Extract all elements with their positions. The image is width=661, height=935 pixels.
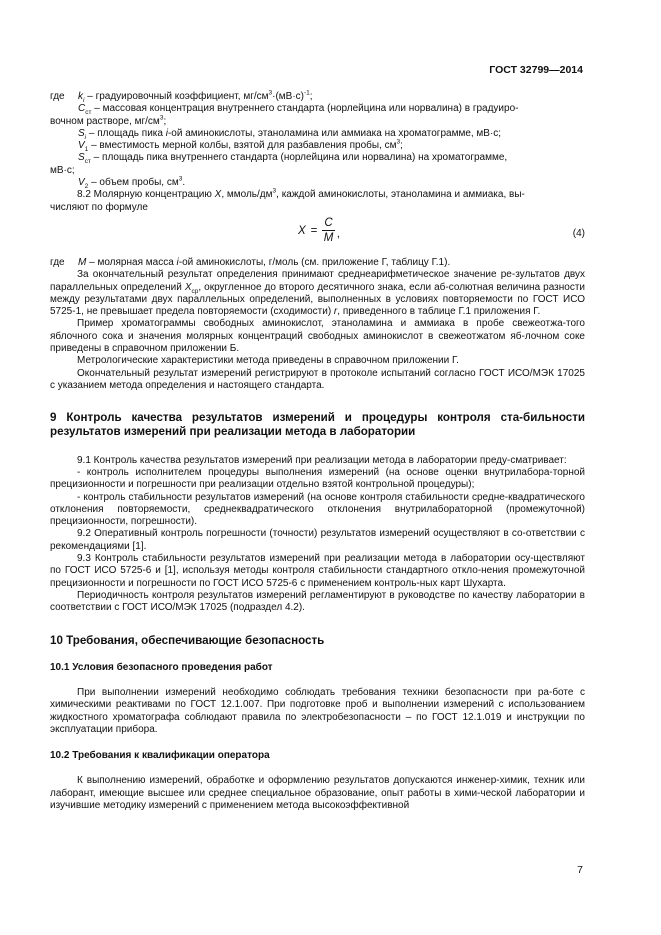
where-label: где — [50, 256, 65, 268]
formula-equals: = — [310, 224, 318, 237]
definition-v1: $V_1$ – вместимость мерной колбы, взятой для разбавления пробы, $см^3$; — [78, 138, 403, 154]
definition-m-text: M – молярная масса i-ой аминокислоты, г/моль (см. приложение Г, таблицу Г.1). — [78, 256, 451, 268]
formula-fraction — [322, 217, 334, 245]
formula-denominator: M — [323, 232, 334, 245]
formula-comma: , — [336, 227, 340, 240]
paragraph-9-3: 9.3 Контроль стабильности результатов измерений при реализации метода в лаборатории осу-ществляют по ГОСТ ИСО 5725-6 и [1], используя методы контроля стабильности стандартного откло-нения промежуточной прецизионности и погрешности по ГОСТ ИСО 5725-6 с применением контроль-ных карт Шухарта. — [50, 553, 585, 589]
definition-cst: $C_{ст}$ – массовая концентрация внутреннего стандарта (норлейцина или норвалина) в градуиро- — [78, 103, 519, 117]
formula-number: (4) — [572, 227, 585, 239]
definition-m — [50, 257, 585, 269]
page-content — [50, 91, 585, 812]
paragraph-metrology: Метрологические характеристики метода приведены в справочном приложении Г. — [77, 355, 459, 367]
paragraph-10-2: К выполнению измерений, обработке и оформлению результатов допускаются инженер-химик, техник или лаборант, имеющие высшее или среднее специальное образование, опыт работы в хими-ческой лаборатории и изучившие методику измерений с применением метода высокоэффективной — [50, 775, 585, 812]
paragraph-final-record: Окончательный результат измерений регистрируют в протоколе испытаний согласно ГОСТ ИСО/МЭК 17025 с указанием метода определения и настоящего стандарта. — [50, 367, 585, 391]
definition-cst-cont: вочном растворе, $мг/см^3$; — [50, 114, 167, 127]
spacer — [50, 440, 585, 455]
definition-k-text: $k_i$ – градуировочный коэффициент, $мг/см^3\cdot(мВ\cdot с)^{-1}$; — [78, 89, 313, 104]
definition-sst-cont: мВ·с; — [50, 164, 75, 176]
formula-lhs: X — [298, 224, 306, 237]
bullet-9-1-a: - контроль исполнителем процедуры выполнения измерений (на основе оценки внутрилабора-торной прецизионности и погрешности при реализации отдельно взятой контрольной процедуры); — [50, 466, 585, 491]
paragraph-10-1: При выполнении измерений необходимо соблюдать требования техники безопасности при ра-боте с химическими реактивами по ГОСТ 12.1.007. При подготовке проб и выполнении измерений с использованием жидкостного хроматографа соблюдают правила по электробезопасности – по ГОСТ 12.1.019 и инструкции по эксплуатации прибора. — [50, 687, 585, 735]
definition-k — [50, 91, 585, 103]
subsection-10-2-heading: 10.2 Требования к квалификации оператора — [50, 750, 270, 762]
where-label: где — [50, 91, 65, 102]
paragraph-9-1: 9.1 Контроль качества результатов измерений при реализации метода в лаборатории преду-сматривает: — [77, 454, 567, 466]
definition-v2: $V_2$ – объем пробы, $см^3$. — [78, 175, 186, 191]
definition-si: $S_i$ – площадь пика i-ой аминокислоты, этаноламина или аммиака на хроматограмме, мВ·с; — [78, 127, 502, 141]
section-9-heading: 9 Контроль качества результатов измерений и процедуры контроля ста-бильности результатов измерений при реализации метода в лаборатории — [50, 411, 585, 439]
paragraph-example: Пример хроматограммы свободных аминокислот, этаноламина и аммиака в пробе свежеотжа-того яблочного сока и значения молярных концентраций свободных аминокислот в свежеотжатом яб-лочном соке приведены в справочном приложении Б. — [50, 318, 585, 355]
paragraph-final-result: За окончательный результат определения принимают среднеарифметическое значение ре-зультатов двух параллельных определений $X_{ср}$, округленное до второго десятичного знака, если аб-солютная величина разности между результатами двух параллельных определений, выполненных в условиях повторяемости по ГОСТ ИСО 5725-1, не превышает предела повторяемости (сходимости) r, приведенного в таблице Г.1 приложения Г. — [50, 269, 585, 318]
definition-sst: $S_{ст}$ – площадь пика внутреннего стандарта (норлейцина или норвалина) на хроматограмме, — [78, 152, 508, 166]
page-number: 7 — [577, 864, 583, 876]
standard-designation: ГОСТ 32799—2014 — [489, 64, 583, 76]
section-10-heading: 10 Требования, обеспечивающие безопасность — [50, 633, 325, 647]
formula-numerator: C — [322, 217, 334, 231]
subsection-10-1-heading: 10.1 Условия безопасного проведения работ — [50, 661, 273, 673]
bullet-9-1-b: - контроль стабильности результатов измерений (на основе контроля стабильности средне-квадратического отклонения повторяемости, среднеквадратического отклонения внутрилабораторной (промежуточной) прецизионности, погрешности). — [50, 491, 585, 528]
formula-4 — [50, 215, 585, 255]
paragraph-8-2-cont: числяют по формуле — [50, 201, 148, 213]
paragraph-8-2: 8.2 Молярную концентрацию X, ммоль/$дм^3$, каждой аминокислоты, этаноламина и аммиака, вы- — [77, 188, 525, 201]
paragraph-9-2: 9.2 Оперативный контроль погрешности (точности) результатов измерений осуществляют в со-ответствии с рекомендациями [1]. — [50, 528, 585, 552]
paragraph-9-4: Периодичность контроля результатов измерений регламентируют в руководстве по качеству лаборатории в соответствии с ГОСТ ИСО/МЭК 17025 (подраздел 4.2). — [50, 589, 585, 614]
formula-expression — [298, 217, 340, 245]
